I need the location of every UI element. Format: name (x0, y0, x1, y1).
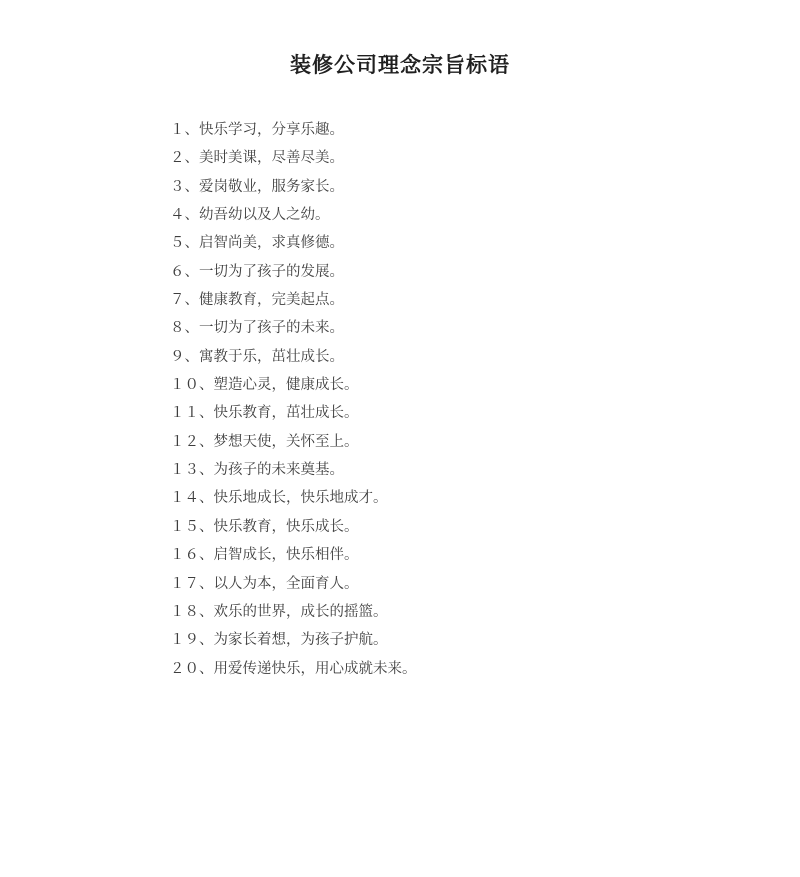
list-item: ９、寓教于乐，茁壮成长。 (170, 348, 344, 365)
list-item: ４、幼吾幼以及人之幼。 (170, 207, 330, 224)
list-item: １、快乐学习，分享乐趣。 (170, 122, 344, 138)
list-item: ３、爱岗敬业，服务家长。 (170, 178, 344, 195)
list-item: ５、启智尚美，求真修德。 (170, 235, 344, 252)
list-item: ２、美时美课，尽善尽美。 (170, 150, 344, 167)
list-item: １４、快乐地成长，快乐地成才。 (170, 490, 388, 507)
list-item: １０、塑造心灵，健康成长。 (170, 377, 359, 394)
list-item: １９、为家长着想，为孩子护航。 (170, 632, 388, 649)
list-item: ６、一切为了孩子的发展。 (170, 263, 344, 280)
list-item: １１、快乐教育，茁壮成长。 (170, 405, 359, 422)
list-item: １５、快乐教育，快乐成长。 (170, 518, 359, 535)
list-item: ７、健康教育，完美起点。 (170, 292, 344, 309)
list-item: １８、欢乐的世界，成长的摇篮。 (170, 603, 388, 620)
list-item: ８、一切为了孩子的未来。 (170, 320, 344, 337)
slogan-list (0, 116, 800, 683)
list-item: １６、启智成长，快乐相伴。 (170, 547, 359, 564)
list-item: １３、为孩子的未来奠基。 (170, 462, 344, 479)
page-title: 装修公司理念宗旨标语 (290, 54, 510, 77)
list-item: １２、梦想天使，关怀至上。 (170, 433, 359, 450)
list-item: ２０、用爱传递快乐，用心成就未来。 (170, 660, 417, 677)
list-item: １７、以人为本，全面育人。 (170, 575, 359, 592)
